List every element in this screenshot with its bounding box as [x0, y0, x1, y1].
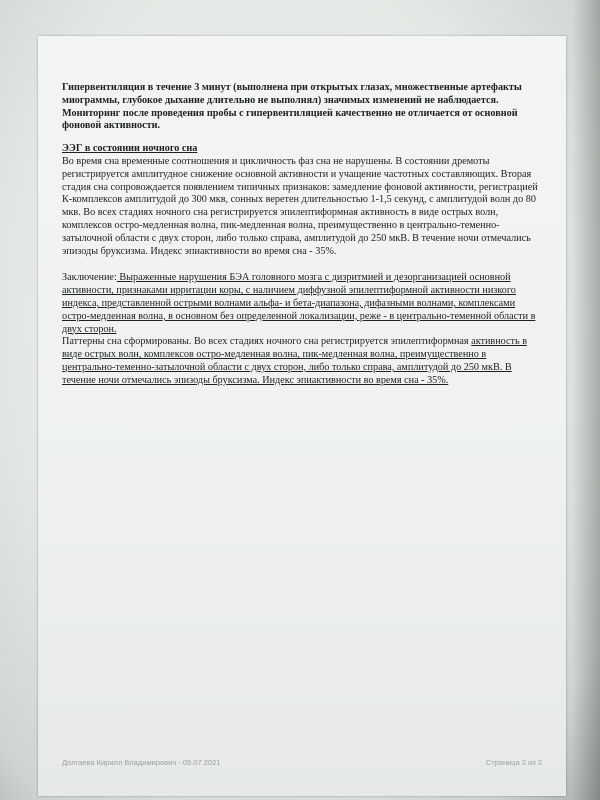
- document-body: [62, 82, 542, 398]
- monitor-edge-shadow: [572, 0, 600, 800]
- sleep-section-title: ЭЭГ в состоянии ночного сна: [62, 143, 198, 155]
- sleep-paragraph: Во время сна временные соотношения и цикличность фаз сна не нарушены. В состоянии дремоты регистрируется амплитудное снижение основной активности и учащение частотных составляющих. Вторая стадия сна сопровождается появлением типичных признаков: замедление фоновой активности, регистрацией К-комплексов амплитудой до 300 мкв, сонных веретен длительностью 1-1,5 секунд, с амплитудой волн до 80 мкв. Во всех стадиях ночного сна регистрируется эпилептиформная активность в виде острых волн, комплексов остро-медленная волна, пик-медленная волна, преимущественно в центрально-теменно-затылочной области с двух сторон, либо только справа, амплитудой до 250 мкВ. В течение ночи отмечались эпизоды бруксизма. Индекс эпиактивности во время сна - 35%.: [62, 155, 538, 257]
- document-page: [38, 36, 566, 796]
- patterns-text-underlined: активность в виде острых волн, комплексов остро-медленная волна, пик-медленная волна, преимущественно в центрально-теменно-затылочной области с двух сторон, либо только справа, амплитудой до 250 мкВ. В течение ночи отмечались эпизоды бруксизма. Индекс эпиактивности во время сна - 35%.: [62, 336, 527, 386]
- page-footer: [62, 758, 542, 767]
- conclusion-paragraph: [62, 272, 542, 336]
- conclusion-text: Выраженные нарушения БЭА головного мозга с дизритмией и дезорганизацией основной активности, признаками ирритации коры, с наличием диффузной эпилептиформной активности низкого индекса, представленной острыми волнами альфа- и бета-диапазона, дифазными волнами, комплексами остро-медленная волна, в основном без определенной локализации, реже - в центрально-теменной области в двух сторон.: [62, 272, 536, 335]
- hyperventilation-paragraph: Гипервентиляция в течение 3 минут (выполнена при открытых глазах, множественные артефакты миограммы, глубокое дыхание длительно не выполнял) значимых изменений не наблюдается. Мониторинг после проведения пробы с гипервентиляцией качественно не отличается от основной фоновой активности.: [62, 82, 522, 132]
- conclusion-label: Заключение:: [62, 272, 117, 284]
- footer-page-number: Страница 2 из 2: [485, 758, 542, 767]
- patterns-text-plain: Паттерны сна сформированы. Во всех стадиях ночного сна регистрируется эпилептиформная: [62, 336, 472, 348]
- patterns-paragraph: [62, 336, 542, 387]
- footer-author: Долгаева Кирилл Владимирович - 05.07.2021: [62, 758, 221, 767]
